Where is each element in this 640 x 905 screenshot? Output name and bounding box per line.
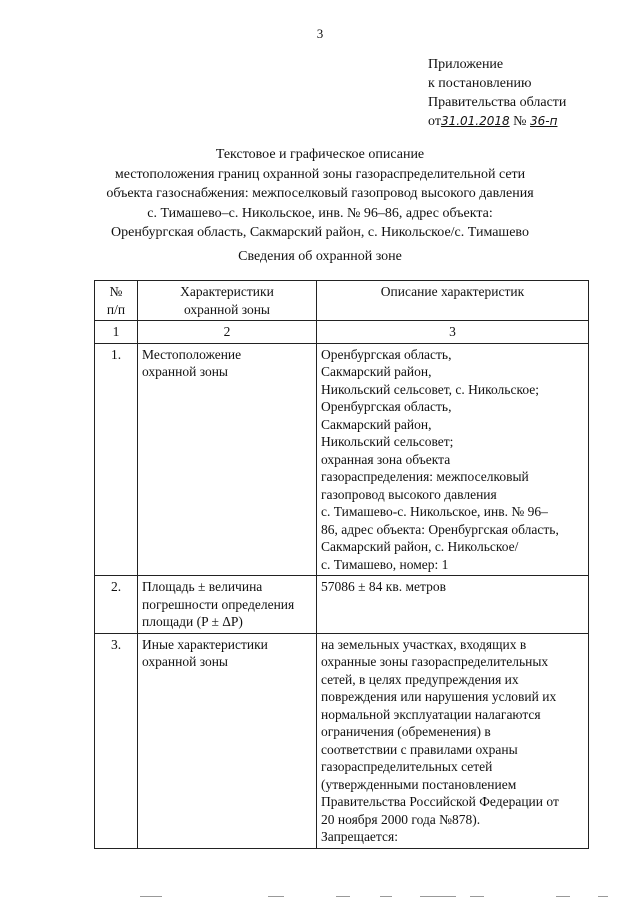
section-subtitle: Сведения об охранной зоне bbox=[238, 249, 402, 264]
description-line: Оренбургская область, bbox=[321, 399, 452, 414]
description-line: 20 ноября 2000 года №878). bbox=[321, 811, 481, 827]
description-line: ограничения (обременения) в bbox=[321, 724, 491, 739]
description-line: на земельных участках, входящих в bbox=[321, 636, 527, 652]
characteristic-line: погрешности определения bbox=[142, 596, 295, 612]
header-characteristics-line2: охранной зоны bbox=[183, 301, 270, 317]
table-header-row bbox=[95, 281, 589, 321]
row-description bbox=[317, 576, 589, 634]
description-line: соответствии с правилами охраны bbox=[321, 741, 518, 757]
column-number-2: 2 bbox=[138, 321, 317, 344]
page-number: 3 bbox=[316, 26, 324, 41]
description-line: газопровод высокого давления bbox=[321, 486, 497, 502]
description-line: Правительства Российской Федерации от bbox=[321, 794, 559, 809]
characteristic-line: Иные характеристики bbox=[142, 636, 268, 652]
number-prefix: № bbox=[513, 114, 527, 129]
row-characteristic bbox=[138, 633, 317, 848]
header-description: Описание характеристик bbox=[317, 281, 589, 321]
description-line: Оренбургская область, bbox=[321, 346, 452, 362]
column-numbers-row bbox=[95, 321, 589, 344]
appendix-line-3: Правительства области bbox=[428, 95, 567, 110]
table-row bbox=[95, 343, 589, 576]
characteristic-line: охранной зоны bbox=[142, 654, 229, 669]
characteristic-line: Местоположение bbox=[142, 346, 242, 362]
description-line: нормальной эксплуатации налагаются bbox=[321, 706, 541, 722]
description-line: Никольский сельсовет; bbox=[321, 434, 454, 449]
document-title bbox=[0, 145, 640, 243]
row-characteristic bbox=[138, 576, 317, 634]
description-line: Сакмарский район, bbox=[321, 416, 432, 432]
characteristic-line: Площадь ± величина bbox=[142, 579, 263, 594]
table-row bbox=[95, 576, 589, 634]
header-characteristics bbox=[138, 281, 317, 321]
description-line: Сакмарский район, с. Никольское/ bbox=[321, 539, 519, 554]
row-description bbox=[317, 343, 589, 576]
row-characteristic bbox=[138, 343, 317, 576]
title-line-3: объекта газоснабжения: межпоселковый газопровод высокого давления bbox=[106, 186, 534, 201]
header-number-line1: № bbox=[109, 284, 123, 299]
appendix-block bbox=[428, 55, 566, 131]
description-line: газораспределения: межпоселковый bbox=[321, 469, 529, 484]
column-number-3: 3 bbox=[317, 321, 589, 344]
description-line: охранная зона объекта bbox=[321, 451, 451, 467]
row-number: 3. bbox=[95, 633, 138, 848]
row-description bbox=[317, 633, 589, 848]
description-line: газораспределительных сетей bbox=[321, 759, 493, 774]
appendix-line-2: к постановлению bbox=[428, 76, 532, 91]
description-line: охранные зоны газораспределительных bbox=[321, 654, 549, 669]
header-number bbox=[95, 281, 138, 321]
column-number-1: 1 bbox=[95, 321, 138, 344]
description-line: повреждения или нарушения условий их bbox=[321, 689, 557, 704]
characteristic-line: охранной зоны bbox=[142, 364, 229, 379]
table-row bbox=[95, 633, 589, 848]
scan-edge-marks bbox=[0, 896, 640, 900]
title-line-1: Текстовое и графическое описание bbox=[215, 147, 425, 162]
description-line: Сакмарский район, bbox=[321, 364, 432, 379]
description-line: 57086 ± 84 кв. метров bbox=[321, 579, 446, 594]
title-line-4: с. Тимашево–с. Никольское, инв. № 96–86, адрес объекта: bbox=[147, 205, 493, 221]
title-line-5: Оренбургская область, Сакмарский район, с. Никольское/с. Тимашево bbox=[111, 225, 529, 240]
handwritten-date: 31.01.2018 bbox=[440, 114, 510, 128]
description-line: Никольский сельсовет, с. Никольское; bbox=[321, 381, 539, 397]
protection-zone-table bbox=[94, 280, 589, 849]
header-characteristics-line1: Характеристики bbox=[180, 284, 274, 299]
date-prefix: от bbox=[428, 114, 441, 129]
header-number-line2: п/п bbox=[106, 301, 126, 317]
description-line: с. Тимашево, номер: 1 bbox=[321, 556, 449, 572]
description-line: Запрещается: bbox=[321, 829, 398, 844]
row-number: 1. bbox=[95, 343, 138, 576]
row-number: 2. bbox=[95, 576, 138, 634]
handwritten-number: 36-п bbox=[530, 114, 558, 128]
appendix-date-line bbox=[428, 112, 566, 131]
description-line: с. Тимашево-с. Никольское, инв. № 96– bbox=[321, 504, 548, 519]
description-line: сетей, в целях предупреждения их bbox=[321, 671, 519, 687]
title-line-2: местоположения границ охранной зоны газораспределительной сети bbox=[114, 166, 526, 182]
description-line: (утвержденными постановлением bbox=[321, 776, 517, 792]
appendix-line-1: Приложение bbox=[428, 57, 504, 72]
characteristic-line: площади (P ± ΔP) bbox=[142, 614, 243, 629]
description-line: 86, адрес объекта: Оренбургская область, bbox=[321, 521, 559, 537]
